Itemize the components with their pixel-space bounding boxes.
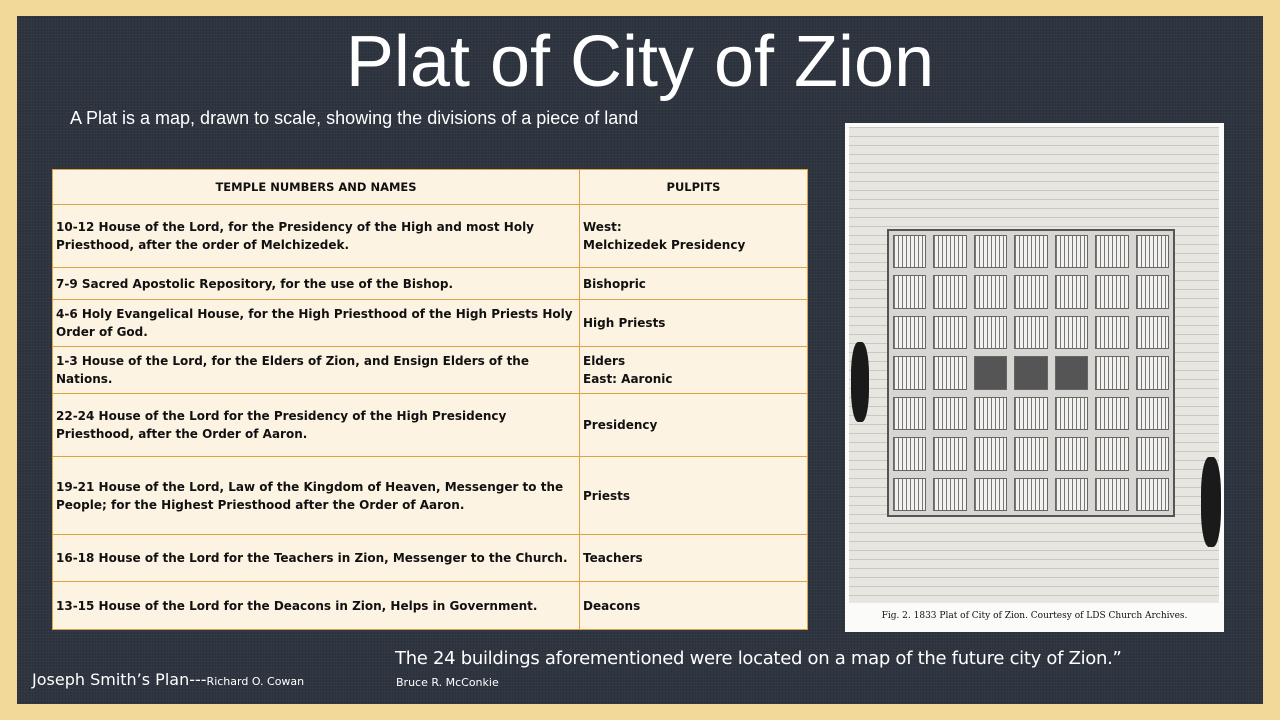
quote-text: The 24 buildings aforementioned were located on a map of the future city of Zion.” xyxy=(395,648,1122,669)
footer-author: Richard O. Cowan xyxy=(206,675,305,688)
pulpit-cell: Teachers xyxy=(580,535,808,582)
table-row xyxy=(53,268,808,300)
damage-mark xyxy=(1201,457,1221,547)
quote-author: Bruce R. McConkie xyxy=(396,676,499,689)
pulpit-line: Melchizedek Presidency xyxy=(583,238,746,252)
column-header-names: TEMPLE NUMBERS AND NAMES xyxy=(53,170,580,205)
plat-grid xyxy=(887,229,1175,517)
table-row xyxy=(53,582,808,630)
figure-caption: Fig. 2. 1833 Plat of City of Zion. Courtesy of LDS Church Archives. xyxy=(881,611,1188,621)
table-row xyxy=(53,300,808,347)
temple-block xyxy=(1055,356,1088,389)
page-title: Plat of City of Zion xyxy=(345,22,935,102)
table-row xyxy=(53,347,808,394)
pulpit-cell xyxy=(580,205,808,268)
pulpit-cell: High Priests xyxy=(580,300,808,347)
temple-name: 16-18 House of the Lord for the Teachers in Zion, Messenger to the Church. xyxy=(53,535,580,582)
temple-name: 10-12 House of the Lord, for the Presidency of the High and most Holy Priesthood, after the order of Melchizedek. xyxy=(53,205,580,268)
table-header-row xyxy=(53,170,808,205)
footer-main: Joseph Smith’s Plan--- xyxy=(32,670,207,689)
temple-name: 7-9 Sacred Apostolic Repository, for the use of the Bishop. xyxy=(53,268,580,300)
pulpit-line: Elders xyxy=(583,354,626,368)
temple-name: 1-3 House of the Lord, for the Elders of Zion, and Ensign Elders of the Nations. xyxy=(53,347,580,394)
temple-block xyxy=(1014,356,1047,389)
subtitle: A Plat is a map, drawn to scale, showing the divisions of a piece of land xyxy=(70,108,639,128)
pulpit-line: West: xyxy=(583,220,622,234)
temple-name: 22-24 House of the Lord for the Presidency of the High Presidency Priesthood, after the Order of Aaron. xyxy=(53,394,580,457)
temple-name: 19-21 House of the Lord, Law of the Kingdom of Heaven, Messenger to the People; for the Highest Priesthood after the Order of Aaron. xyxy=(53,457,580,535)
pulpit-line: East: Aaronic xyxy=(583,372,673,386)
plat-map-figure xyxy=(845,123,1224,632)
table-row xyxy=(53,394,808,457)
pulpit-cell: Presidency xyxy=(580,394,808,457)
pulpit-cell xyxy=(580,347,808,394)
table-row xyxy=(53,535,808,582)
temple-block xyxy=(974,356,1007,389)
pulpit-cell: Deacons xyxy=(580,582,808,630)
temple-name: 13-15 House of the Lord for the Deacons in Zion, Helps in Government. xyxy=(53,582,580,630)
temple-name: 4-6 Holy Evangelical House, for the High Priesthood of the High Priests Holy Order of God. xyxy=(53,300,580,347)
table-row xyxy=(53,205,808,268)
table-row xyxy=(53,457,808,535)
plat-map-image xyxy=(849,127,1219,603)
pulpit-cell: Priests xyxy=(580,457,808,535)
column-header-pulpits: PULPITS xyxy=(580,170,808,205)
damage-mark xyxy=(851,342,869,422)
footer-credit xyxy=(32,670,304,689)
pulpit-cell: Bishopric xyxy=(580,268,808,300)
temples-table xyxy=(52,169,808,630)
